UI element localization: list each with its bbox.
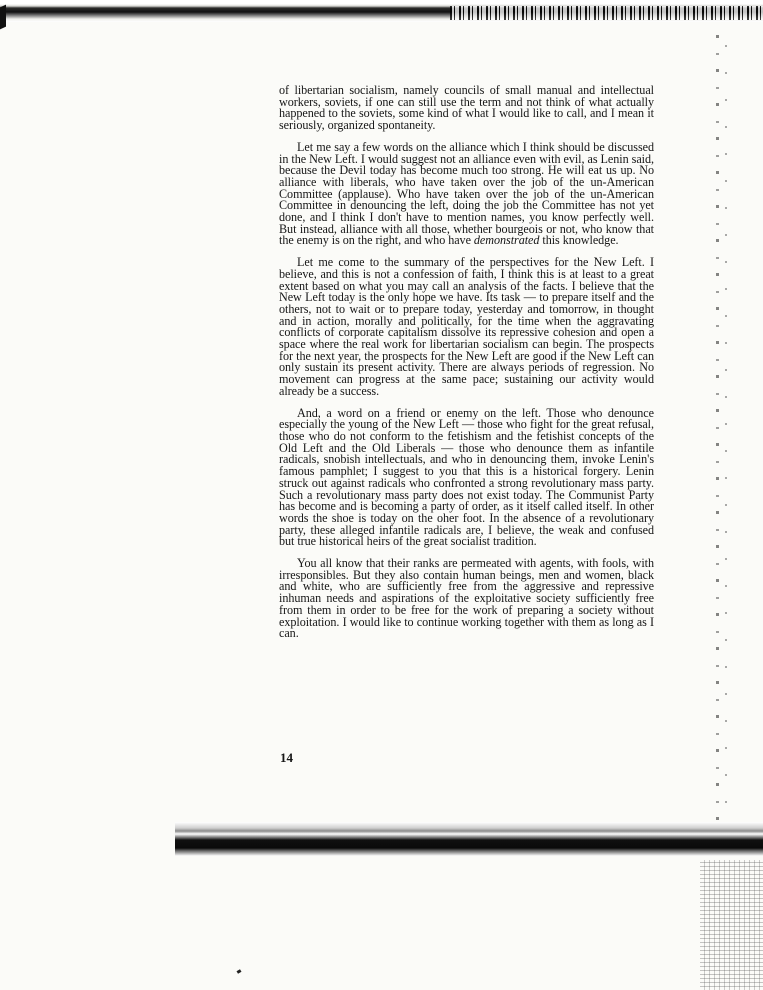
paragraph-1	[279, 85, 654, 132]
paragraph-3-text: Let me come to the summary of the perspectives for the New Left. I believe, and this is not a confession of faith, I think this is at least to a great extent based on what you may call an analysis of the facts. I believe that the New Left today is the only hope we have. Its task — to prepare itself and the others, not to wait or to prepare today, yesterday and tomorrow, in thought and in action, morally and politically, for the time when the aggravating conflicts of corporate capitalism dissolve its repressive cohesion and open a space where the real work for libertarian socialism can begin. The prospects for the next year, the prospects for the New Left are good if the New Left can only sustain its present activity. There are always periods of regression. No movement can progress at the same pace; sustaining our activity would already be a success.	[279, 255, 654, 398]
document-page	[279, 85, 654, 650]
paragraph-2	[279, 139, 654, 248]
scan-bottom-border	[175, 822, 763, 856]
paragraph-3	[279, 257, 654, 397]
paragraph-4-text: And, a word on a friend or enemy on the left. Those who denounce especially the young of the New Left — those who fight for the great refusal, those who do not conform to the fetishism and the fetishist concepts of the Old Left and the Old Liberals — those who denounce them as infantile radicals, snobish intellectuals, and who in denouncing them, invoke Lenin's famous pamphlet; I suggest to you that this is a historical forgery. Lenin struck out against radicals who confronted a strong revolutionary mass party. Such a revolutionary mass party does not exist today. The Communist Party has become and is becoming a party of order, as it itself called itself. In other words the shoe is today on the oher foot. In the absence of a revolutionary party, these alleged infantile radicals are, I believe, the weak and confused but true historical heirs of the great socialist tradition.	[279, 405, 654, 549]
scan-speck	[237, 969, 242, 974]
paragraph-5	[279, 558, 654, 640]
paragraph-1-text: of libertarian socialism, namely councils of small manual and intellectual workers, soviets, if one can still use the term and not think of what actually happened to the soviets, some kind of what I would like to call, and I mean it seriously, organized spontaneity.	[279, 83, 654, 133]
scan-right-edge-marks	[725, 45, 727, 845]
paragraph-2-text-end: this knowledge.	[539, 233, 619, 248]
scan-bottom-noise	[700, 860, 763, 990]
scan-top-stripes	[450, 6, 763, 20]
page-number: 14	[280, 750, 293, 765]
scan-right-edge	[716, 35, 719, 845]
paragraph-4	[279, 405, 654, 549]
paragraph-2-emphasis: demonstrated	[473, 233, 540, 248]
paragraph-2-text: Let me say a few words on the alliance which I think should be discussed in the New Left. I would suggest not an alliance even with evil, as Lenin said, because the Devil today has become much too strong. He will eat us up. No alliance with liberals, who have taken over the job of the un-American Committee (applause). Who have taken over the job of the un-American Committee in denouncing the left, doing the job the Committee has not yet done, and I think I don't have to mention names, you know perfectly well. But instead, alliance with all those, whether bourgeois or not, who know that the enemy is on the right, and who have	[279, 139, 654, 248]
scan-corner-mark	[0, 5, 6, 30]
paragraph-5-text: You all know that their ranks are permeated with agents, with fools, with irresponsibles. But they also contain human beings, men and women, black and white, who are sufficiently free from the aggressive and repressive inhuman needs and aspirations of the exploitative society sufficiently free from them in order to be free for the work of preparing a society without exploitation. I would like to continue working together with them as long as I can.	[279, 556, 654, 641]
